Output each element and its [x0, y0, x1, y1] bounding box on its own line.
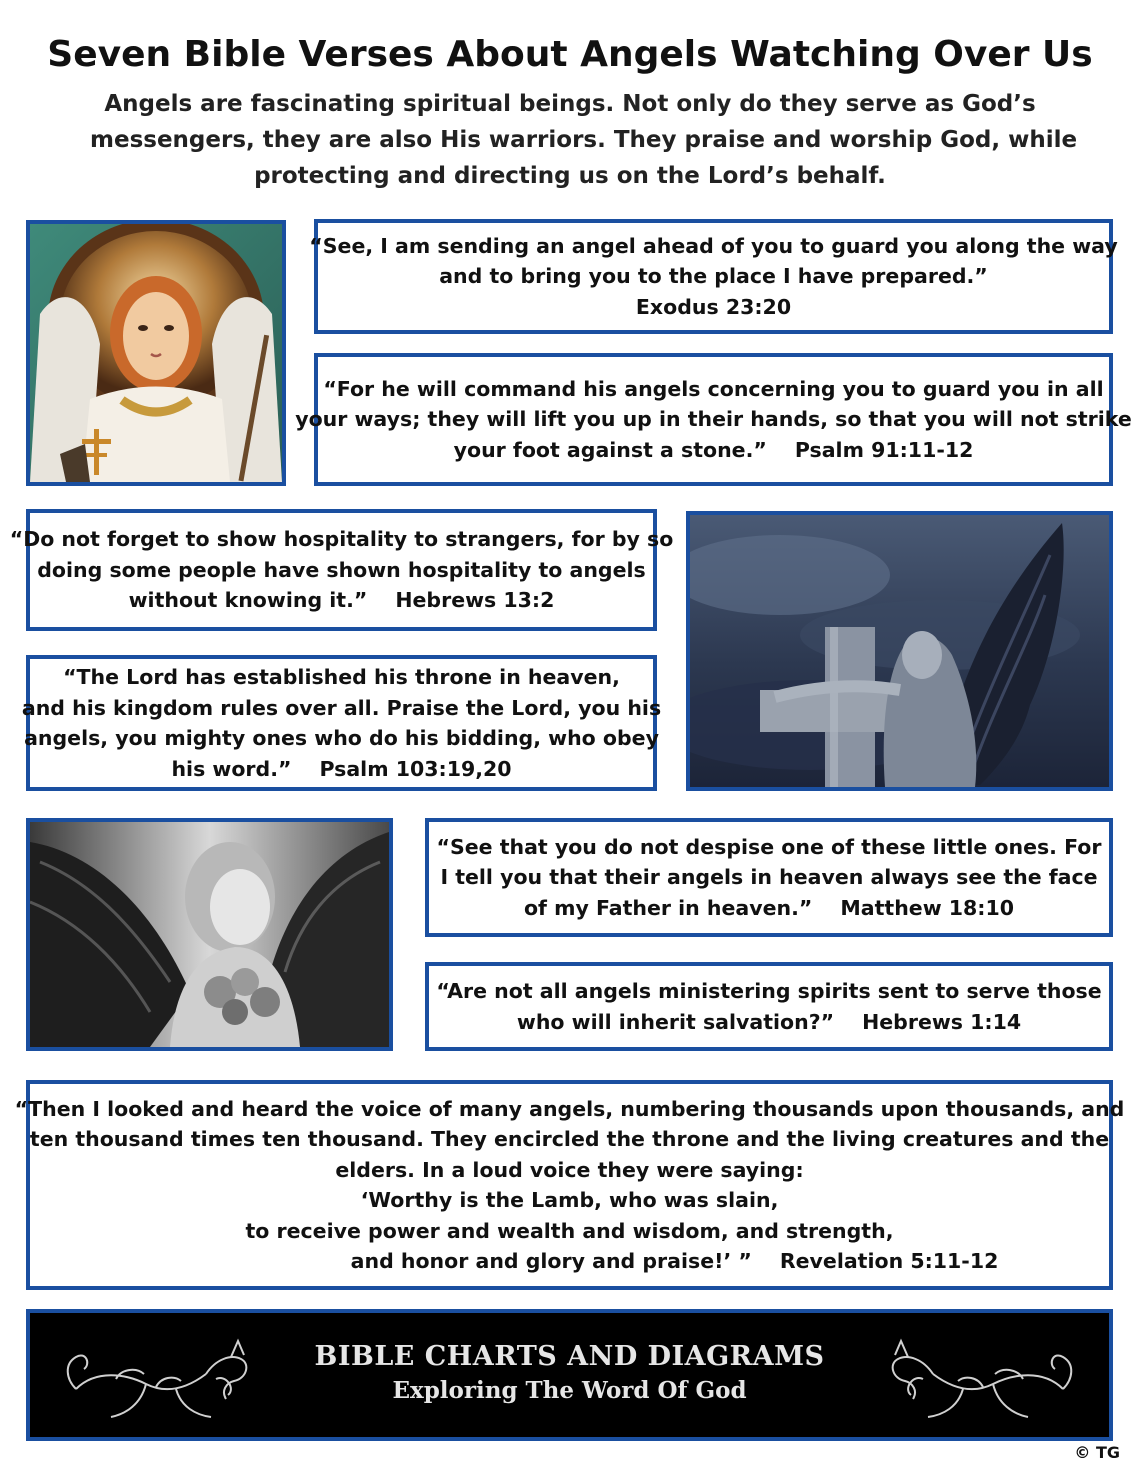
- lion-heraldic-icon: [873, 1329, 1083, 1429]
- verse-text-line: of my Father in heaven.”: [523, 895, 813, 920]
- verse-text-line: without knowing it.”: [128, 588, 368, 613]
- banner-subtitle: Exploring The Word Of God: [392, 1377, 747, 1404]
- verse-text-line: angels, you mighty ones who do his bidding, who obey: [24, 726, 659, 750]
- verse-reference: Psalm 103:19,20: [319, 756, 512, 781]
- page-title: Seven Bible Verses About Angels Watching Over Us: [47, 34, 1093, 75]
- angel-icon-painting: [26, 220, 286, 486]
- angel-statue-with-cross: [686, 511, 1113, 791]
- verse-box-revelation: [14, 1080, 1125, 1290]
- verse-text-line: “See that you do not despise one of these little ones. For: [436, 834, 1102, 859]
- verse-reference: Hebrews 1:14: [862, 1009, 1022, 1034]
- angel-statue-with-roses: [26, 818, 393, 1051]
- verse-text-line: “The Lord has established his throne in heaven,: [63, 665, 620, 689]
- verse-text-line: your ways; they will lift you up in their hands, so that you will not strike: [295, 407, 1132, 432]
- verse-text-line: and his kingdom rules over all. Praise the Lord, you his: [21, 695, 662, 720]
- intro-line: Angels are fascinating spiritual beings. Not only do they serve as God’s: [104, 91, 1036, 117]
- verse-text-line: who will inherit salvation?”: [516, 1009, 835, 1034]
- verse-reference: Revelation 5:11-12: [779, 1249, 999, 1273]
- verse-box-psalm-91: [295, 353, 1132, 486]
- verse-text-line: and to bring you to the place I have prepared.”: [439, 264, 988, 289]
- intro-line: messengers, they are also His warriors. They praise and worship God, while: [90, 127, 1078, 153]
- verse-text-line: “Do not forget to show hospitality to strangers, for by so: [9, 527, 674, 552]
- verse-text-line: your foot against a stone.”: [453, 437, 767, 462]
- verse-box-hebrews-1: [425, 962, 1113, 1051]
- verse-text-line: his word.”: [171, 756, 292, 781]
- verse-text-line: and honor and glory and praise!’ ”: [350, 1249, 752, 1273]
- footer-banner: [26, 1309, 1113, 1441]
- intro-line: protecting and directing us on the Lord’s behalf.: [254, 163, 886, 189]
- copyright-notice: © TG: [1074, 1443, 1120, 1462]
- verse-text-line: to receive power and wealth and wisdom, and strength,: [245, 1218, 894, 1243]
- verse-text-line: “Then I looked and heard the voice of many angels, numbering thousands upon thousands, and: [14, 1096, 1125, 1121]
- verse-text-line: “See, I am sending an angel ahead of you to guard you along the way: [309, 233, 1118, 258]
- verse-text-line: elders. In a loud voice they were saying:: [335, 1157, 804, 1182]
- banner-title: BIBLE CHARTS AND DIAGRAMS: [314, 1341, 825, 1372]
- verse-reference: Psalm 91:11-12: [794, 437, 974, 462]
- verse-box-exodus: [309, 219, 1118, 334]
- verse-box-matthew: [425, 818, 1113, 937]
- verse-text-line: ‘Worthy is the Lamb, who was slain,: [360, 1188, 779, 1212]
- verse-box-psalm-103: [21, 655, 662, 791]
- intro-paragraph: [90, 86, 1078, 194]
- verse-reference: Matthew 18:10: [840, 895, 1015, 920]
- verse-text-line: ten thousand times ten thousand. They encircled the throne and the living creatures and the: [29, 1127, 1110, 1151]
- verse-text-line: doing some people have shown hospitality to angels: [37, 557, 646, 582]
- verse-reference: Hebrews 13:2: [395, 588, 555, 613]
- verse-text-line: “Are not all angels ministering spirits sent to serve those: [436, 979, 1102, 1003]
- verse-box-hebrews-13: [9, 509, 674, 631]
- verse-reference: Exodus 23:20: [635, 294, 792, 319]
- verse-text-line: I tell you that their angels in heaven always see the face: [440, 865, 1098, 890]
- verse-text-line: “For he will command his angels concerning you to guard you in all: [323, 376, 1104, 401]
